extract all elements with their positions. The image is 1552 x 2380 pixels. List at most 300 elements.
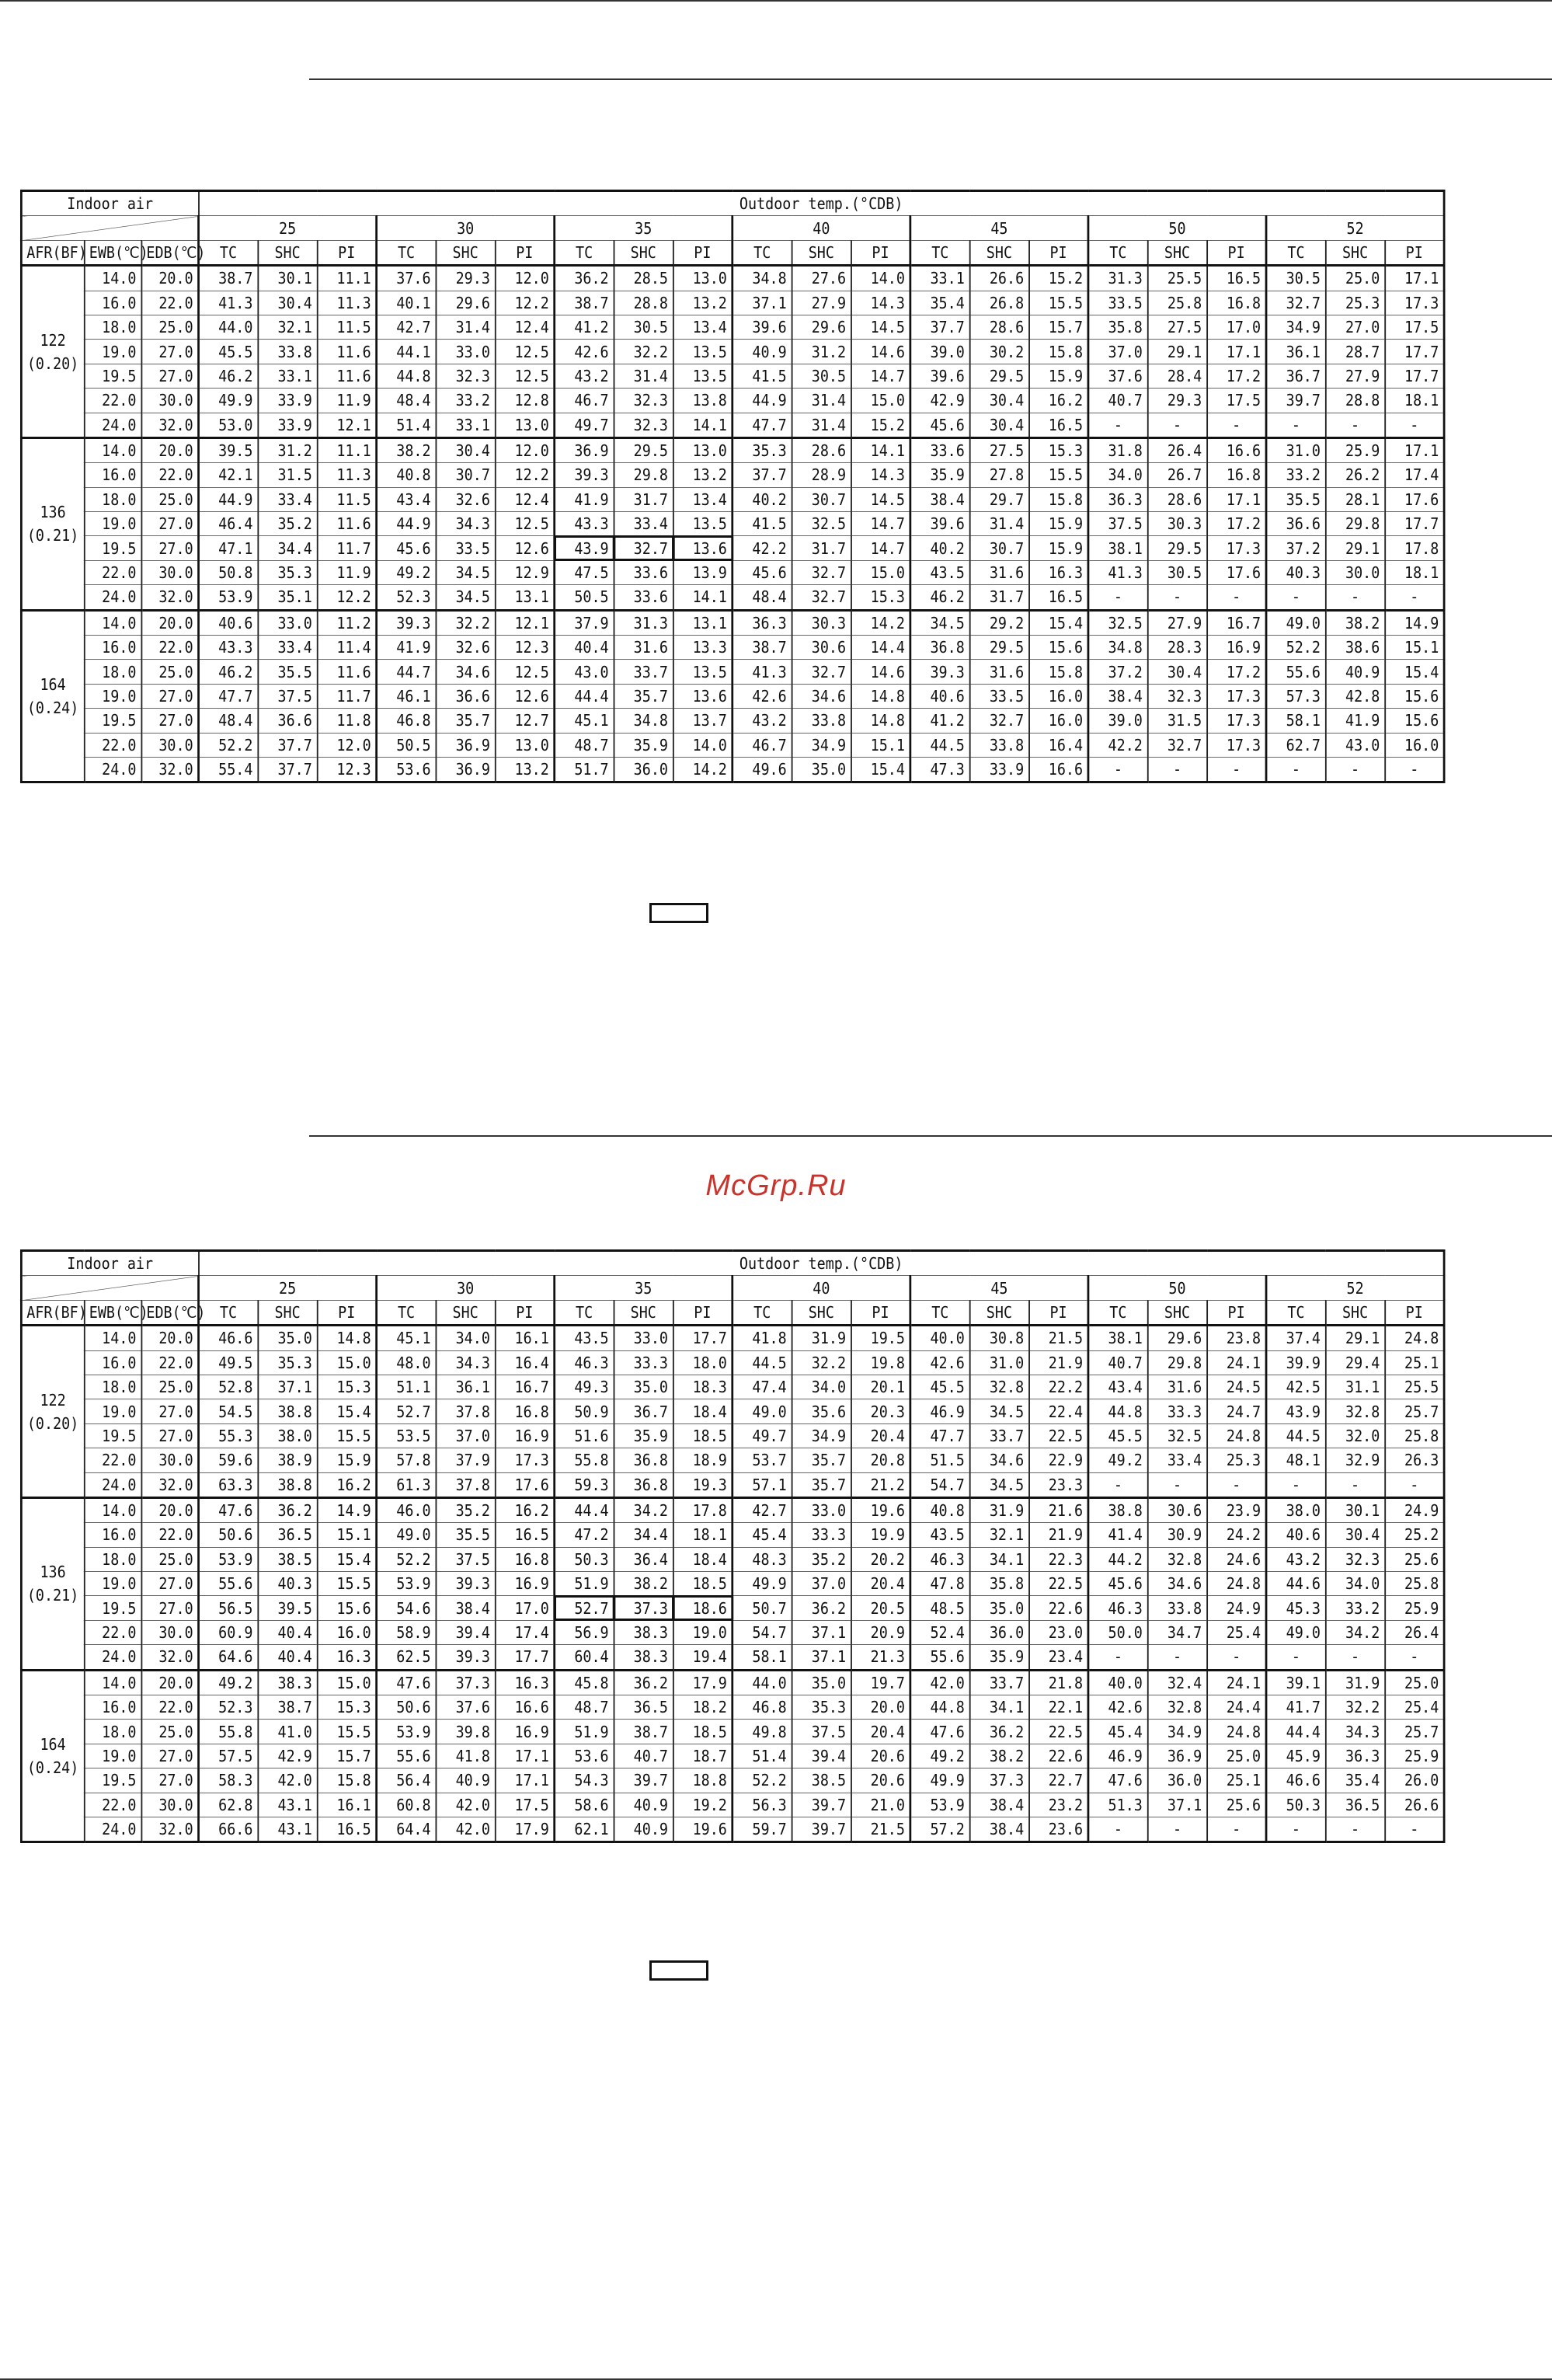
value-cell: 17.7 xyxy=(1385,340,1444,364)
col-tc-45: TC xyxy=(910,240,969,265)
value-cell: 28.1 xyxy=(1325,487,1384,511)
value-cell: 24.2 xyxy=(1207,1523,1266,1547)
value-cell: 29.1 xyxy=(1325,536,1384,560)
bf-value: (0.24) xyxy=(26,1758,79,1777)
value-cell: 38.8 xyxy=(258,1399,317,1423)
value-cell: 26.8 xyxy=(969,291,1028,315)
value-cell: 35.8 xyxy=(969,1572,1028,1596)
ewb-cell: 16.0 xyxy=(84,1350,141,1375)
value-cell: 13.3 xyxy=(673,636,732,660)
value-cell: 23.6 xyxy=(1029,1817,1088,1842)
table-row xyxy=(21,709,1444,733)
value-cell: 24.8 xyxy=(1207,1572,1266,1596)
value-cell: 40.9 xyxy=(436,1768,495,1793)
value-cell: 44.2 xyxy=(1088,1547,1147,1571)
value-cell: 33.6 xyxy=(910,437,969,462)
afr-value: 136 xyxy=(40,503,66,522)
value-cell: 13.5 xyxy=(673,364,732,388)
value-cell: 15.5 xyxy=(317,1720,376,1744)
value-cell: 38.8 xyxy=(1088,1497,1147,1522)
value-cell: 13.2 xyxy=(673,463,732,487)
value-cell: 33.8 xyxy=(792,709,851,733)
ewb-cell: 24.0 xyxy=(84,1645,141,1670)
value-cell: 53.0 xyxy=(199,413,258,437)
value-cell: 11.5 xyxy=(317,315,376,339)
col-tc-30: TC xyxy=(377,240,436,265)
value-cell: 36.5 xyxy=(614,1695,673,1720)
col-tc-52: TC xyxy=(1266,1300,1325,1325)
value-cell: 33.2 xyxy=(1325,1596,1384,1620)
table-row xyxy=(21,536,1444,560)
value-cell: 39.5 xyxy=(258,1596,317,1620)
value-cell: 18.5 xyxy=(673,1423,732,1448)
value-cell: 29.3 xyxy=(436,266,495,291)
value-cell: 55.6 xyxy=(910,1645,969,1670)
value-cell: 52.3 xyxy=(199,1695,258,1720)
edb-cell: 25.0 xyxy=(141,660,199,684)
value-cell: 36.5 xyxy=(1325,1793,1384,1817)
value-cell: 25.5 xyxy=(1147,266,1206,291)
value-cell: 21.0 xyxy=(851,1793,910,1817)
ewb-cell: 19.0 xyxy=(84,1399,141,1423)
table-row xyxy=(21,660,1444,684)
value-cell: 34.5 xyxy=(969,1399,1028,1423)
value-cell: 24.9 xyxy=(1207,1596,1266,1620)
value-cell: 37.0 xyxy=(792,1572,851,1596)
edb-cell: 30.0 xyxy=(141,389,199,413)
value-cell: 45.9 xyxy=(1266,1744,1325,1768)
value-cell: 32.7 xyxy=(792,560,851,584)
value-cell: 39.5 xyxy=(199,437,258,462)
value-cell: 32.4 xyxy=(1147,1670,1206,1695)
value-cell: 40.2 xyxy=(733,487,792,511)
value-cell: 40.8 xyxy=(910,1497,969,1522)
value-cell: 33.7 xyxy=(969,1423,1028,1448)
value-cell: 38.4 xyxy=(436,1596,495,1620)
value-cell: 61.3 xyxy=(377,1472,436,1497)
value-cell: 56.4 xyxy=(377,1768,436,1793)
edb-cell: 27.0 xyxy=(141,1423,199,1448)
value-cell: 43.0 xyxy=(1325,733,1384,757)
value-cell: 36.8 xyxy=(614,1472,673,1497)
value-cell: 15.0 xyxy=(317,1670,376,1695)
reference-box-2 xyxy=(649,1960,708,1981)
value-cell: 46.8 xyxy=(733,1695,792,1720)
value-cell: 37.6 xyxy=(1088,364,1147,388)
value-cell: 27.9 xyxy=(1325,364,1384,388)
table-row xyxy=(21,340,1444,364)
value-cell: 29.3 xyxy=(1147,389,1206,413)
value-cell: 41.5 xyxy=(733,512,792,536)
value-cell: 49.6 xyxy=(733,757,792,782)
value-cell: 21.5 xyxy=(1029,1326,1088,1350)
value-cell: - xyxy=(1385,757,1444,782)
col-tc-30: TC xyxy=(377,1300,436,1325)
outdoor-temp-30: 30 xyxy=(377,1276,555,1300)
value-cell: 19.2 xyxy=(673,1793,732,1817)
value-cell: 31.4 xyxy=(792,389,851,413)
value-cell: 14.8 xyxy=(851,709,910,733)
ewb-cell: 18.0 xyxy=(84,1375,141,1399)
value-cell: 17.9 xyxy=(673,1670,732,1695)
value-cell: 13.6 xyxy=(673,536,732,560)
outdoor-temp-50: 50 xyxy=(1088,1276,1266,1300)
table-row xyxy=(21,733,1444,757)
section-divider-middle xyxy=(309,1135,1552,1137)
value-cell: 31.9 xyxy=(1325,1670,1384,1695)
edb-cell: 32.0 xyxy=(141,1472,199,1497)
table-row xyxy=(21,1670,1444,1695)
edb-cell: 27.0 xyxy=(141,1572,199,1596)
table-row xyxy=(21,291,1444,315)
value-cell: 36.7 xyxy=(1266,364,1325,388)
value-cell: 31.2 xyxy=(792,340,851,364)
edb-cell: 22.0 xyxy=(141,1350,199,1375)
value-cell: 30.3 xyxy=(792,610,851,635)
value-cell: 53.7 xyxy=(733,1448,792,1472)
value-cell: 16.8 xyxy=(495,1399,554,1423)
watermark-text: McGrp.Ru xyxy=(705,1169,847,1202)
value-cell: 33.9 xyxy=(258,389,317,413)
value-cell: 23.2 xyxy=(1029,1793,1088,1817)
afr-value: 122 xyxy=(40,1390,66,1410)
value-cell: 15.0 xyxy=(851,389,910,413)
value-cell: 38.4 xyxy=(910,487,969,511)
table-row xyxy=(21,463,1444,487)
ewb-cell: 16.0 xyxy=(84,291,141,315)
value-cell: 25.1 xyxy=(1207,1768,1266,1793)
value-cell: 38.4 xyxy=(969,1793,1028,1817)
value-cell: 35.2 xyxy=(436,1497,495,1522)
value-cell: 36.2 xyxy=(555,266,614,291)
value-cell: 17.6 xyxy=(495,1472,554,1497)
value-cell: 35.7 xyxy=(792,1472,851,1497)
value-cell: 37.0 xyxy=(1088,340,1147,364)
afr-value: 164 xyxy=(40,1735,66,1754)
value-cell: 40.6 xyxy=(910,684,969,708)
value-cell: 45.8 xyxy=(555,1670,614,1695)
value-cell: 18.1 xyxy=(1385,560,1444,584)
ewb-cell: 19.5 xyxy=(84,1768,141,1793)
value-cell: 33.0 xyxy=(792,1497,851,1522)
value-cell: 18.5 xyxy=(673,1572,732,1596)
value-cell: 24.9 xyxy=(1385,1497,1444,1522)
value-cell: 31.9 xyxy=(969,1497,1028,1522)
value-cell: 47.2 xyxy=(555,1523,614,1547)
value-cell: 33.9 xyxy=(969,757,1028,782)
afr-cell xyxy=(21,1497,84,1670)
value-cell: 50.5 xyxy=(555,585,614,610)
value-cell: 11.2 xyxy=(317,610,376,635)
edb-cell: 22.0 xyxy=(141,291,199,315)
value-cell: 41.3 xyxy=(1088,560,1147,584)
value-cell: 31.4 xyxy=(792,413,851,437)
value-cell: 14.9 xyxy=(317,1497,376,1522)
ewb-cell: 18.0 xyxy=(84,315,141,339)
value-cell: 44.8 xyxy=(1088,1399,1147,1423)
edb-cell: 22.0 xyxy=(141,1523,199,1547)
value-cell: 36.0 xyxy=(1147,1768,1206,1793)
value-cell: 12.2 xyxy=(317,585,376,610)
value-cell: 50.3 xyxy=(1266,1793,1325,1817)
ewb-cell: 14.0 xyxy=(84,1497,141,1522)
value-cell: 29.8 xyxy=(1325,512,1384,536)
value-cell: 36.3 xyxy=(733,610,792,635)
value-cell: 17.3 xyxy=(1207,684,1266,708)
value-cell: 15.0 xyxy=(317,1350,376,1375)
value-cell: 35.7 xyxy=(792,1448,851,1472)
ewb-cell: 16.0 xyxy=(84,463,141,487)
value-cell: 11.8 xyxy=(317,709,376,733)
table-row xyxy=(21,1547,1444,1571)
value-cell: 40.6 xyxy=(1266,1523,1325,1547)
ewb-cell: 24.0 xyxy=(84,1817,141,1842)
value-cell: 29.2 xyxy=(969,610,1028,635)
value-cell: 24.6 xyxy=(1207,1547,1266,1571)
edb-cell: 27.0 xyxy=(141,536,199,560)
value-cell: - xyxy=(1325,757,1384,782)
value-cell: - xyxy=(1147,1472,1206,1497)
value-cell: 15.6 xyxy=(1385,684,1444,708)
value-cell: 32.3 xyxy=(614,389,673,413)
value-cell: 46.7 xyxy=(733,733,792,757)
value-cell: 30.2 xyxy=(969,340,1028,364)
value-cell: 15.5 xyxy=(1029,463,1088,487)
value-cell: 35.0 xyxy=(792,757,851,782)
ewb-cell: 22.0 xyxy=(84,389,141,413)
value-cell: 46.9 xyxy=(910,1399,969,1423)
value-cell: 34.1 xyxy=(969,1547,1028,1571)
value-cell: 24.8 xyxy=(1385,1326,1444,1350)
table-row xyxy=(21,684,1444,708)
value-cell: 14.2 xyxy=(673,757,732,782)
value-cell: 17.3 xyxy=(1207,536,1266,560)
value-cell: 40.9 xyxy=(733,340,792,364)
value-cell: 52.2 xyxy=(377,1547,436,1571)
value-cell: 33.8 xyxy=(969,733,1028,757)
value-cell: 20.0 xyxy=(851,1695,910,1720)
value-cell: 15.4 xyxy=(1029,610,1088,635)
value-cell: 44.9 xyxy=(199,487,258,511)
value-cell: 32.7 xyxy=(1266,291,1325,315)
edb-cell: 27.0 xyxy=(141,709,199,733)
value-cell: 18.4 xyxy=(673,1547,732,1571)
value-cell: 17.1 xyxy=(1385,437,1444,462)
value-cell: 46.2 xyxy=(199,364,258,388)
value-cell: 27.0 xyxy=(1325,315,1384,339)
value-cell: 39.7 xyxy=(792,1817,851,1842)
value-cell: 33.2 xyxy=(436,389,495,413)
value-cell: 59.6 xyxy=(199,1448,258,1472)
value-cell: 43.3 xyxy=(555,512,614,536)
value-cell: 53.9 xyxy=(199,585,258,610)
value-cell: 35.3 xyxy=(258,1350,317,1375)
table-row xyxy=(21,636,1444,660)
table-row xyxy=(21,1793,1444,1817)
value-cell: 43.5 xyxy=(910,1523,969,1547)
value-cell: 47.6 xyxy=(910,1720,969,1744)
value-cell: 36.1 xyxy=(1266,340,1325,364)
value-cell: 33.5 xyxy=(969,684,1028,708)
value-cell: 24.4 xyxy=(1207,1695,1266,1720)
value-cell: 17.5 xyxy=(1207,389,1266,413)
value-cell: 62.8 xyxy=(199,1793,258,1817)
value-cell: 16.2 xyxy=(317,1472,376,1497)
value-cell: 33.6 xyxy=(614,585,673,610)
value-cell: 13.4 xyxy=(673,315,732,339)
value-cell: 29.5 xyxy=(1147,536,1206,560)
value-cell: 17.4 xyxy=(1385,463,1444,487)
edb-header: EDB(℃) xyxy=(141,240,199,265)
value-cell: 29.4 xyxy=(1325,1350,1384,1375)
value-cell: 25.5 xyxy=(1385,1375,1444,1399)
value-cell: 13.9 xyxy=(673,560,732,584)
value-cell: 15.2 xyxy=(1029,266,1088,291)
value-cell: - xyxy=(1207,1472,1266,1497)
value-cell: 42.6 xyxy=(910,1350,969,1375)
value-cell: 17.3 xyxy=(1207,709,1266,733)
value-cell: 37.8 xyxy=(436,1399,495,1423)
value-cell: 45.6 xyxy=(377,536,436,560)
value-cell: 14.7 xyxy=(851,364,910,388)
value-cell: 30.5 xyxy=(1147,560,1206,584)
value-cell: 49.0 xyxy=(733,1399,792,1423)
value-cell: 34.6 xyxy=(792,684,851,708)
col-pi-50: PI xyxy=(1207,240,1266,265)
value-cell: 27.9 xyxy=(1147,610,1206,635)
value-cell: 11.6 xyxy=(317,364,376,388)
value-cell: 32.8 xyxy=(1325,1399,1384,1423)
value-cell: 24.1 xyxy=(1207,1670,1266,1695)
value-cell: 52.2 xyxy=(733,1768,792,1793)
value-cell: 54.7 xyxy=(910,1472,969,1497)
edb-cell: 20.0 xyxy=(141,266,199,291)
col-tc-25: TC xyxy=(199,240,258,265)
diagonal-header-cell xyxy=(21,1276,198,1300)
value-cell: 29.8 xyxy=(614,463,673,487)
value-cell: 17.9 xyxy=(495,1817,554,1842)
value-cell: 37.3 xyxy=(614,1596,673,1620)
value-cell: 38.3 xyxy=(614,1620,673,1644)
value-cell: 34.5 xyxy=(436,585,495,610)
value-cell: 41.2 xyxy=(910,709,969,733)
value-cell: 25.9 xyxy=(1385,1596,1444,1620)
value-cell: 15.6 xyxy=(1029,636,1088,660)
value-cell: 48.5 xyxy=(910,1596,969,1620)
value-cell: 39.4 xyxy=(792,1744,851,1768)
value-cell: 39.0 xyxy=(1088,709,1147,733)
value-cell: 18.1 xyxy=(1385,389,1444,413)
value-cell: 17.2 xyxy=(1207,512,1266,536)
value-cell: 37.3 xyxy=(969,1768,1028,1793)
outdoor-temp-35: 35 xyxy=(555,216,733,240)
col-shc-30: SHC xyxy=(436,240,495,265)
value-cell: 54.5 xyxy=(199,1399,258,1423)
value-cell: 32.7 xyxy=(614,536,673,560)
col-pi-25: PI xyxy=(317,1300,376,1325)
value-cell: 11.6 xyxy=(317,660,376,684)
value-cell: 49.5 xyxy=(199,1350,258,1375)
value-cell: 35.3 xyxy=(792,1695,851,1720)
value-cell: 33.1 xyxy=(258,364,317,388)
value-cell: 51.3 xyxy=(1088,1793,1147,1817)
value-cell: 39.4 xyxy=(436,1620,495,1644)
value-cell: 38.2 xyxy=(377,437,436,462)
value-cell: 30.7 xyxy=(792,487,851,511)
value-cell: 39.6 xyxy=(910,364,969,388)
value-cell: 16.9 xyxy=(1207,636,1266,660)
value-cell: 44.4 xyxy=(555,684,614,708)
value-cell: 50.6 xyxy=(199,1523,258,1547)
table-row xyxy=(21,315,1444,339)
col-pi-50: PI xyxy=(1207,1300,1266,1325)
ewb-cell: 19.5 xyxy=(84,1423,141,1448)
value-cell: 57.1 xyxy=(733,1472,792,1497)
value-cell: 23.9 xyxy=(1207,1497,1266,1522)
value-cell: 32.5 xyxy=(792,512,851,536)
value-cell: 54.6 xyxy=(377,1596,436,1620)
header-row-temps xyxy=(21,216,1444,240)
value-cell: 22.5 xyxy=(1029,1572,1088,1596)
value-cell: 24.5 xyxy=(1207,1375,1266,1399)
value-cell: 32.1 xyxy=(969,1523,1028,1547)
value-cell: 36.3 xyxy=(1088,487,1147,511)
value-cell: 25.8 xyxy=(1385,1572,1444,1596)
value-cell: 22.5 xyxy=(1029,1720,1088,1744)
value-cell: 31.7 xyxy=(614,487,673,511)
value-cell: 33.3 xyxy=(614,1350,673,1375)
edb-cell: 25.0 xyxy=(141,315,199,339)
value-cell: 28.6 xyxy=(969,315,1028,339)
value-cell: 34.2 xyxy=(614,1497,673,1522)
ewb-cell: 24.0 xyxy=(84,757,141,782)
value-cell: 19.8 xyxy=(851,1350,910,1375)
value-cell: 22.6 xyxy=(1029,1596,1088,1620)
col-shc-50: SHC xyxy=(1147,1300,1206,1325)
value-cell: 25.3 xyxy=(1207,1448,1266,1472)
value-cell: - xyxy=(1385,1645,1444,1670)
value-cell: 55.6 xyxy=(377,1744,436,1768)
value-cell: 33.6 xyxy=(614,560,673,584)
edb-cell: 32.0 xyxy=(141,757,199,782)
value-cell: 12.2 xyxy=(495,463,554,487)
value-cell: 13.2 xyxy=(673,291,732,315)
value-cell: 38.7 xyxy=(258,1695,317,1720)
value-cell: 46.9 xyxy=(1088,1744,1147,1768)
value-cell: 30.4 xyxy=(969,389,1028,413)
value-cell: 13.8 xyxy=(673,389,732,413)
value-cell: 32.7 xyxy=(792,585,851,610)
value-cell: 36.9 xyxy=(1147,1744,1206,1768)
value-cell: 15.1 xyxy=(851,733,910,757)
value-cell: 30.7 xyxy=(969,536,1028,560)
col-shc-25: SHC xyxy=(258,1300,317,1325)
value-cell: - xyxy=(1207,585,1266,610)
value-cell: 24.7 xyxy=(1207,1399,1266,1423)
value-cell: 35.9 xyxy=(614,733,673,757)
value-cell: 43.1 xyxy=(258,1817,317,1842)
value-cell: 18.2 xyxy=(673,1695,732,1720)
value-cell: 58.3 xyxy=(199,1768,258,1793)
value-cell: 30.8 xyxy=(969,1326,1028,1350)
col-tc-40: TC xyxy=(733,240,792,265)
value-cell: 14.2 xyxy=(851,610,910,635)
value-cell: 15.5 xyxy=(1029,291,1088,315)
col-tc-52: TC xyxy=(1266,240,1325,265)
value-cell: 26.6 xyxy=(969,266,1028,291)
value-cell: 35.7 xyxy=(436,709,495,733)
ewb-cell: 22.0 xyxy=(84,560,141,584)
